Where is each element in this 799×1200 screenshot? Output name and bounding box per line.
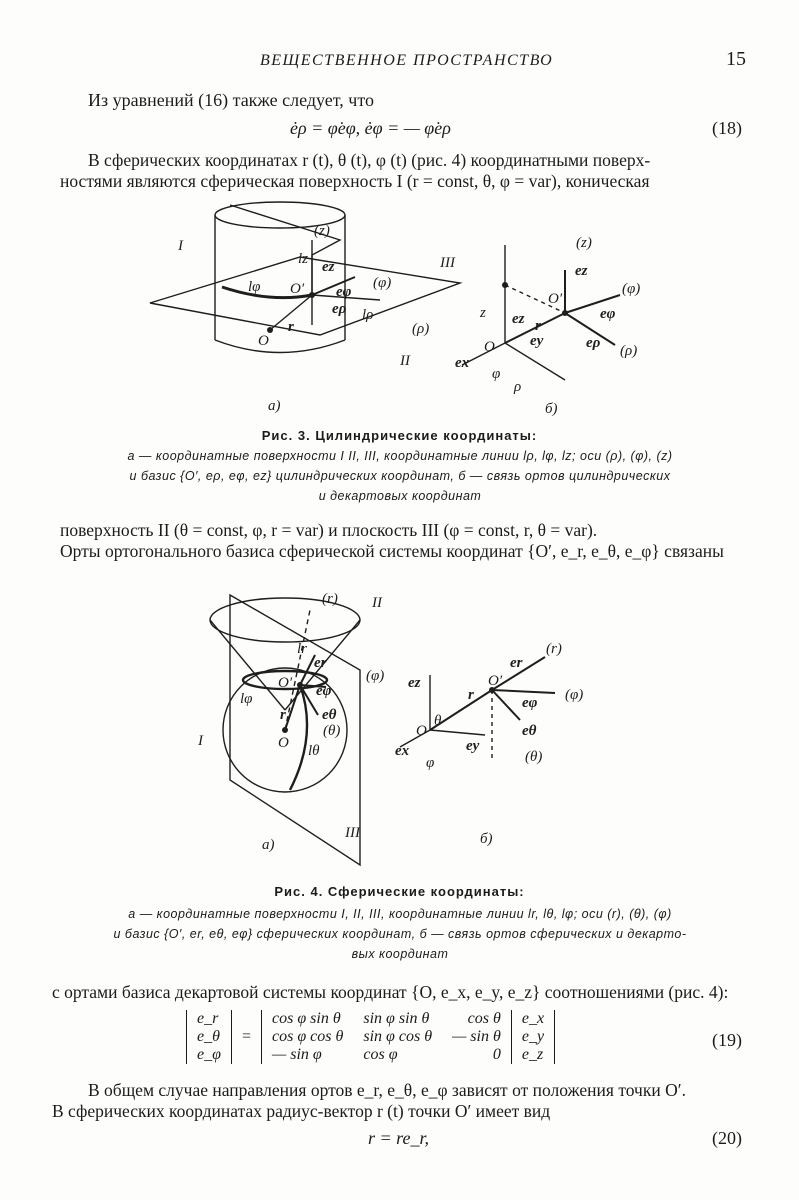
fig3b-label-ephi: eφ: [600, 306, 616, 322]
fig4-label-lphi: lφ: [240, 691, 253, 707]
fig3-label-phi-axis: (φ): [373, 275, 392, 291]
fig4b-label-Oprime: O′: [488, 673, 503, 689]
fig3-label-lrho: lρ: [362, 307, 374, 323]
matrix-cell: cos φ: [363, 1046, 398, 1063]
equation-19-table: e_r e_θ e_φ = cos φ sin θ sin φ sin θ cos θ e_x e_y e_z cos φ cos θ sin φ cos θ — sin θ — sin φ cos φ 0: [186, 1010, 555, 1064]
figure-4a: [197, 591, 384, 865]
fig3b-label-ez: ez: [575, 263, 588, 279]
fig3-label-rho-axis: (ρ): [412, 321, 430, 337]
fig4-label-etheta: eθ: [322, 707, 337, 723]
text-line-4: поверхность II (θ = const, φ, r = var) и плоскость III (φ = const, r, θ = var).: [60, 520, 598, 540]
fig3-label-b: б): [545, 401, 558, 417]
matrix-cell: — sin θ: [442, 1028, 511, 1046]
fig3-label-a: а): [268, 398, 281, 414]
fig3b-label-O: O: [484, 339, 495, 355]
fig4-label-r-axis: (r): [322, 591, 338, 607]
matrix-cell: cos φ cos θ: [261, 1028, 353, 1046]
fig3-label-Oprime: O′: [290, 281, 305, 297]
fig4b-label-theta: θ: [434, 713, 442, 729]
figure-3-caption-line-1: а — координатные поверхности I II, III, координатные линии lρ, lφ, lz; оси (ρ), (φ), (z): [127, 449, 673, 463]
matrix-cell: cos φ sin θ: [261, 1010, 353, 1028]
text-line-1: Из уравнений (16) также следует, что: [88, 90, 374, 110]
fig4-label-lr: lr: [297, 641, 308, 657]
equation-18: ėρ = φ̇eφ, ėφ = — φ̇eρ: [290, 118, 451, 138]
fig4b-label-etheta: eθ: [522, 723, 537, 739]
figure-3-caption-line-3: и декартовых координат: [318, 489, 482, 503]
fig4-label-ephi: eφ: [316, 683, 332, 699]
fig4b-label-theta-axis: (θ): [525, 749, 543, 765]
matrix-cell: cos θ: [442, 1010, 511, 1028]
equation-19: [186, 1010, 555, 1064]
fig4-label-O: O: [278, 735, 289, 751]
equation-19-number: (19): [712, 1030, 742, 1050]
fig3b-label-ey: ey: [530, 333, 544, 349]
matrix-rhs-0: e_x: [521, 1010, 545, 1027]
fig3-label-lz: lz: [298, 251, 309, 267]
text-line-3: ностями являются сферическая поверхность I (r = const, θ, φ = var), коническая: [60, 171, 650, 191]
figure-3-cylindrical: [0, 195, 799, 420]
fig3b-label-r: r: [535, 318, 541, 334]
equation-20: r = re_r,: [368, 1128, 429, 1148]
fig3b-label-z-axis: (z): [576, 235, 592, 251]
figure-4b: [395, 641, 583, 847]
figure-3-caption: [50, 446, 750, 506]
matrix-lhs-2: e_φ: [197, 1046, 221, 1063]
fig3-label-erho: eρ: [332, 301, 347, 317]
fig3b-label-Oprime: O′: [548, 291, 563, 307]
figure-3-caption-line-2: и базис {O′, eρ, eφ, ez} цилиндрических координат, б — связь ортов цилиндрических: [129, 469, 671, 483]
fig4b-label-O: O: [416, 723, 427, 739]
figure-4-spherical: [0, 575, 799, 870]
fig3-label-ephi: eφ: [336, 284, 352, 300]
fig4-label-I: I: [198, 733, 203, 749]
figure-4-caption-line-3: вых координат: [351, 947, 449, 961]
fig3b-label-rho-axis: (ρ): [620, 343, 638, 359]
matrix-cell: sin φ sin θ: [363, 1010, 430, 1027]
fig4-label-r: r: [280, 707, 286, 723]
fig4-label-III: III: [345, 825, 360, 841]
text-line-2: В сферических координатах r (t), θ (t), φ (t) (рис. 4) координатными поверх-: [88, 150, 651, 170]
figure-3b: [455, 235, 640, 417]
fig4b-label-r: r: [468, 687, 474, 703]
matrix-cell: — sin φ: [261, 1046, 353, 1064]
fig4-label-phi-axis: (φ): [366, 668, 385, 684]
fig4-label-theta-axis: (θ): [323, 723, 341, 739]
figure-4-caption-line-1: а — координатные поверхности I, II, III, координатные линии lr, lθ, lφ; оси (r), (θ), (φ): [128, 907, 672, 921]
running-title: ВЕЩЕСТВЕННОЕ ПРОСТРАНСТВО: [260, 52, 554, 69]
text-line-5: Орты ортогонального базиса сферической системы координат {O′, e_r, e_θ, e_φ} связаны: [60, 541, 724, 561]
matrix-cell: 0: [442, 1046, 511, 1064]
fig3-label-I: I: [178, 238, 183, 254]
fig4b-label-ex: ex: [395, 743, 410, 759]
fig4b-label-phi-axis: (φ): [565, 687, 584, 703]
figure-3a: [150, 202, 460, 414]
matrix-rhs-1: e_y: [521, 1028, 545, 1045]
fig3b-label-erho: eρ: [586, 335, 601, 351]
matrix-cell: sin φ cos θ: [363, 1028, 433, 1045]
figure-4-caption-line-2: и базис {O′, er, eθ, eφ} сферических координат, б — связь ортов сферических и декарто-: [113, 927, 687, 941]
fig3-label-z-axis: (z): [314, 223, 330, 239]
figure-4-caption-title: Рис. 4. Сферические координаты:: [274, 884, 525, 899]
fig4b-label-phi: φ: [426, 755, 435, 771]
fig4-label-b: б): [480, 831, 493, 847]
fig4-label-Oprime: O′: [278, 675, 293, 691]
fig4b-label-r-axis: (r): [546, 641, 562, 657]
fig3-label-O: O: [258, 333, 269, 349]
fig3b-label-phi-axis: (φ): [622, 281, 641, 297]
fig3-label-r: r: [288, 319, 294, 335]
fig3-label-III: III: [440, 255, 455, 271]
fig3b-label-z: z: [480, 305, 486, 321]
figure-3-caption-title: Рис. 3. Цилиндрические координаты:: [261, 428, 538, 443]
fig4-label-er: er: [314, 655, 327, 671]
fig3b-label-ex: ex: [455, 355, 470, 371]
text-line-8: В сферических координатах радиус-вектор r (t) точки O′ имеет вид: [52, 1101, 551, 1121]
fig4b-label-ephi: eφ: [522, 695, 538, 711]
page-number: 15: [726, 48, 746, 70]
text-line-7: В общем случае направления ортов e_r, e_θ, e_φ зависят от положения точки O′.: [88, 1080, 686, 1100]
fig4b-label-ez: ez: [408, 675, 421, 691]
fig4b-label-er: er: [510, 655, 523, 671]
fig3b-label-ez-origin: ez: [512, 311, 525, 327]
fig4-label-a: а): [262, 837, 275, 853]
fig3b-label-phi: φ: [492, 366, 501, 382]
matrix-lhs-0: e_r: [197, 1010, 219, 1027]
fig4b-label-ey: ey: [466, 738, 480, 754]
equation-20-number: (20): [712, 1128, 742, 1148]
matrix-rhs-2: e_z: [521, 1046, 544, 1063]
equation-18-number: (18): [712, 118, 742, 138]
fig4-label-II: II: [372, 595, 382, 611]
fig3-label-ez: ez: [322, 259, 335, 275]
figure-4-caption: [50, 904, 750, 964]
fig3-label-lphi: lφ: [248, 279, 261, 295]
text-line-6: с ортами базиса декартовой системы координат {O, e_x, e_y, e_z} соотношениями (рис. 4):: [52, 982, 729, 1002]
fig3-label-II: II: [400, 353, 410, 369]
fig4-label-ltheta: lθ: [308, 743, 320, 759]
fig3b-label-rho: ρ: [514, 379, 522, 395]
matrix-lhs-1: e_θ: [197, 1028, 220, 1045]
